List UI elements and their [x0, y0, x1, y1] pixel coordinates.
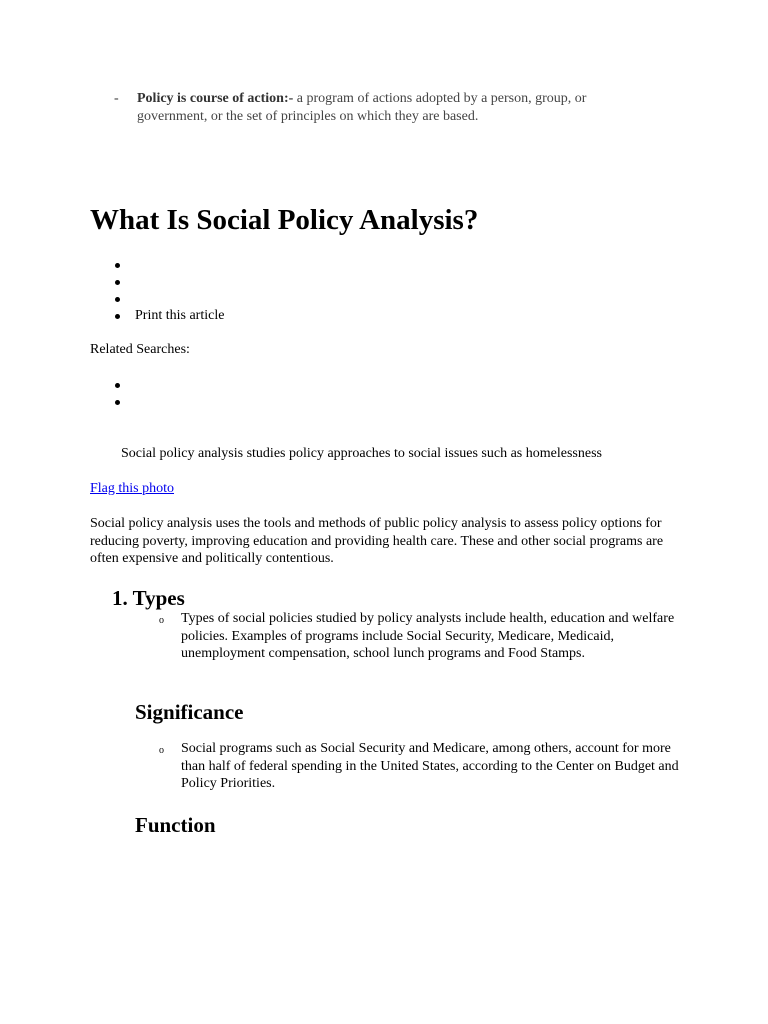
dash-marker: - [114, 91, 119, 106]
article-tool-item[interactable] [113, 256, 224, 273]
circle-bullet-icon: o [159, 615, 164, 626]
page-title: What Is Social Policy Analysis? [90, 204, 479, 236]
bullet-icon [115, 263, 120, 268]
bullet-icon [115, 400, 120, 405]
circle-bullet-icon: o [159, 745, 164, 756]
flag-photo-link[interactable]: Flag this photo [90, 481, 175, 496]
significance-text: Social programs such as Social Security and Medicare, among others, account for more than half of federal spending in the United States, according to the Center on Budget and Policy Priorities. [181, 741, 679, 791]
article-tool-item[interactable] [113, 290, 224, 307]
policy-definition [137, 90, 657, 125]
photo-caption: Social policy analysis studies policy approaches to social issues such as homelessness [121, 446, 602, 461]
significance-heading: Significance [135, 700, 244, 724]
types-text: Types of social policies studied by policy analysts include health, education and welfare policies. Examples of programs include Social Security, Medicare, Medicaid, unemployment compensation, school lunch programs and Food Stamps. [181, 611, 675, 661]
article-tools-list [113, 256, 224, 324]
print-article-link[interactable]: Print this article [135, 308, 225, 323]
related-searches-label: Related Searches: [90, 342, 190, 357]
bullet-icon [115, 314, 120, 319]
definition-term: Policy is course of action:- [137, 91, 294, 106]
article-tool-item[interactable] [113, 273, 224, 290]
types-heading: 1. Types [112, 586, 185, 610]
definition-body: a program of actions adopted by a person, group, or government, or the set of principles on which they are based. [137, 91, 587, 124]
bullet-icon [115, 280, 120, 285]
print-article-item[interactable] [113, 307, 224, 324]
bullet-icon [115, 297, 120, 302]
intro-paragraph: Social policy analysis uses the tools and methods of public policy analysis to assess policy options for reducing poverty, improving education and providing health care. These and other social programs are often expensive and politically contentious. [90, 516, 664, 566]
function-heading: Function [135, 813, 216, 837]
bullet-icon [115, 383, 120, 388]
